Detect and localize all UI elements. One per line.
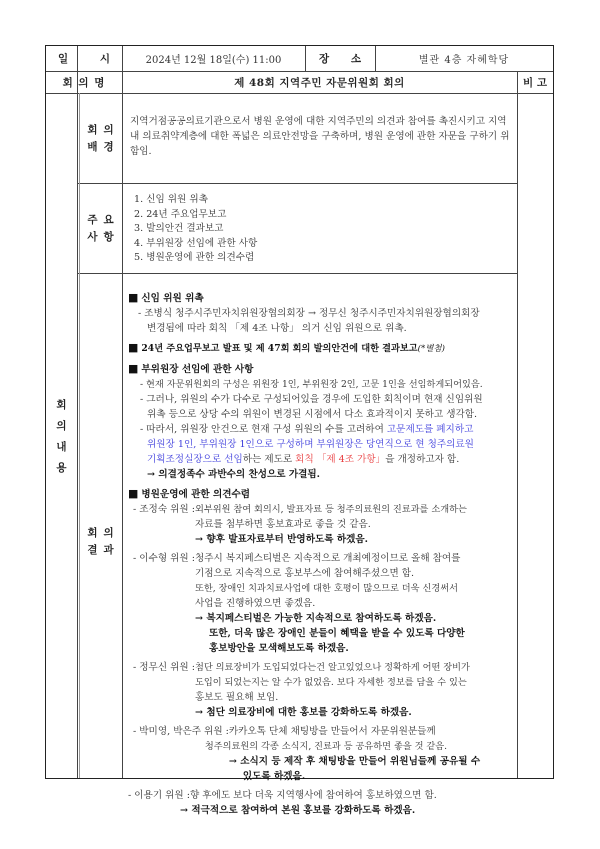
vote-result: → 의결정족수 과반수의 찬성으로 가결됨. [147,469,321,480]
meeting-content-label-cell [46,93,77,778]
opinion-item: - 정무신 위원 : 첨단 의료장비가 도입되었다는건 알고있었으나 정확하게 어떤 장비가 도입이 되었는지는 알 수가 없었음. 보다 자세한 정보를 담을 수 있는 홍보도 필요해 보임. → 첨단 의료장비에 대한 홍보를 강화하도록 하겠음. [133,662,470,718]
agenda-list [134,193,504,266]
highlight-text: 고문제도를 폐지하고 [386,424,474,435]
opinion-item: - 박미영, 박은주 위원 : 카카오톡 단체 채팅방을 만들어서 자문위원분들께 청주의료원의 각종 소식지, 진료과 등 공유하면 좋을 것 같음. → 소식지 등 제작 후 채팅방을 만들어 위원님들께 공유될 수 있도록 하겠음. [133,726,481,782]
agenda-item: 1. 신임 위원 위촉 [134,194,208,205]
opinion-item: - 이수형 위원 : 청주시 복지페스티벌은 지속적으로 개최예정이므로 올해 참여를 기점으로 지속적으로 홍보부스에 참여해주셨으면 함. 또한, 장애인 치과치료사업에 대한 호평이 많으므로 더욱 신경써서 사업을 진행하였으면 좋겠음. → 복지페스티벌은 가능한 지속적으로 참여하도록 하겠음. 또한, 더욱 많은 장애인 분들이 혜택을 받을 수 있도록 다양한 홍보방안을 모색해보도록 하겠음. [133,553,465,654]
results-content: ■ 신임 위원 위촉 - 조병식 청주시주민자치위원장협의회장 → 정무신 청주시주민자치위원장협의회장 변경됨에 따라 회칙 「제 4조 나항」 의거 신임 위원으로 위촉. ■ 24년 주요업무보고 발표 및 제 47회 회의 발의안건에 대한 결과보고(*별첨) ■ 부위원장 선임에 관한 사항 - 현재 자문위원회의 구성은 위원장 1인, 부위원장 2인, 고문 1인을 선임하게되어있음. - 그러나, 위원의 수가 다수로 구성되어있을 경우에 도입한 회칙이며 현재 신임위원 위촉 등으로 상당 수의 위원이 변경된 시점에서 다소 효과적이지 못하고 생각함. - 따라서, 위원장 안건으로 현재 구성 위원의 수를 고려하여 고문제도를 폐지하고 위원장 1인, 부위원장 1인으로 구성하며 부위원장은 당연직으로 현 청주의료원 기획조정실장으로 선임하는 제도로 회칙 「제 4조 가항」을 개정하고자 함. → 의결정족수 과반수의 찬성으로 가결됨. ■ 병원운영에 관한 의견수렴 - 조정숙 위원 : 외부위원 참여 회의시, 발표자료 등 청주의료원의 진료과를 소개하는 자료를 첨부하면 홍보효과로 좋을 것 같음. → 향후 발표자료부터 반영하도록 하겠음. - 이수형 위원 : 청주시 복지페스티벌은 지속적으로 개최예정이므로 올해 참여를 기점으로 지속적으로 홍보부스에 참여해주셨으면 함. 또한, 장애인 치과치료사업에 대한 호평이 많으므로 더욱 신경써서 사업을 진행하였으면 좋겠음. → 복지페스티벌은 가능한 지속적으로 참여하도록 하겠음. 또한, 더욱 많은 장애인 분들이 혜택을 받을 수 있도록 다양한 홍보방안을 모색해보도록 하겠음. - 정무신 위원 : 첨단 의료장비가 도입되었다는건 알고있었으나 정확하게 어떤 장비가 도입이 되었는지는 알 수가 없었음. 보다 자세한 정보를 담을 수 있는 홍보도 필요해 보임. → 첨단 의료장비에 대한 홍보를 강화하도록 하겠음. - 박미영, 박은주 위원 : 카카오톡 단체 채팅방을 만들어서 자문위원분들께 청주의료원의 각종 소식지, 진료과 등 공유하면 좋을 것 같음. → 소식지 등 제작 후 채팅방을 만들어 위원님들께 공유될 수 있도록 하겠음. - 이용기 위원 : 향 후에도 보다 더욱 지역행사에 참여하여 홍보하였으면 함. → 적극적으로 참여하여 본원 홍보를 강화하도록 하겠음. [128,290,516,818]
agenda-item: 5. 병원운영에 관한 의견수렴 [134,252,255,263]
col-divider [517,71,518,778]
section-heading-opinions: ■ 병원운영에 관한 의견수렴 [128,487,251,500]
background-text: 지역거점공공의료기관으로서 병원 운영에 대한 지역주민의 의견과 참여를 촉진시키고 지역 내 의료취약계층에 대한 폭넓은 의료안전망을 구축하며, 병원 운영에 관한 자문을 구하기 위함임. [130,116,510,157]
highlight-text: 회칙 「제 4조 가항」 [295,454,386,465]
section-heading-report: ■ 24년 주요업무보고 발표 및 제 47회 회의 발의안건에 대한 결과보고(*별첨) [128,341,445,354]
background-label-cell [79,93,122,183]
row-divider [77,273,517,274]
place-value: 별관 4층 자혜학당 [418,55,510,66]
place-label-cell [305,46,375,71]
meeting-minutes-table [45,45,554,816]
agenda-item: 3. 발의안건 결과보고 [134,223,224,234]
opinion-item: - 조정숙 위원 : 외부위원 참여 회의시, 발표자료 등 청주의료원의 진료과를 소개하는 자료를 첨부하면 홍보효과로 좋을 것 같음. → 향후 발표자료부터 반영하도록 하겠음. [133,504,467,545]
date-label-cell [46,46,122,71]
agenda-label-cell [79,183,122,273]
section-heading-new-member: ■ 신임 위원 위촉 [128,291,204,304]
agenda-label: 주 요 사 항 [87,214,114,243]
agenda-item: 4. 부위원장 선임에 관한 사항 [134,237,258,249]
meeting-name-label: 회 의 명 [62,76,106,89]
date-value: 2024년 12월 18일(수) 11:00 [145,55,282,66]
results-label-cell [79,273,122,778]
meeting-content-label: 회 의 내 용 [56,398,67,474]
remarks-label: 비 고 [523,76,547,89]
results-label: 회 의 결 과 [87,526,114,556]
row-divider [77,183,517,184]
section-heading-vice-chair: ■ 부위원장 선임에 관한 사항 [128,362,254,375]
agenda-item: 2. 24년 주요업무보고 [134,208,227,220]
place-label: 장 소 [319,53,361,65]
meeting-title: 제 48회 지역주민 자문위원회 회의 [234,76,405,89]
date-label: 일 시 [58,53,110,65]
col-divider [77,93,78,778]
opinion-item: - 이용기 위원 : 향 후에도 보다 더욱 지역행사에 참여하여 홍보하였으면 함. → 적극적으로 참여하여 본원 홍보를 강화하도록 하겠음. [128,790,437,816]
col-divider [122,46,123,778]
highlight-text: 기획조정실장으로 선임 [147,454,243,465]
background-label: 회 의 배 경 [87,124,114,153]
highlight-text: 위원장 1인, 부위원장 1인으로 구성하며 부위원장은 당연직으로 현 청주의료원 [147,439,474,450]
